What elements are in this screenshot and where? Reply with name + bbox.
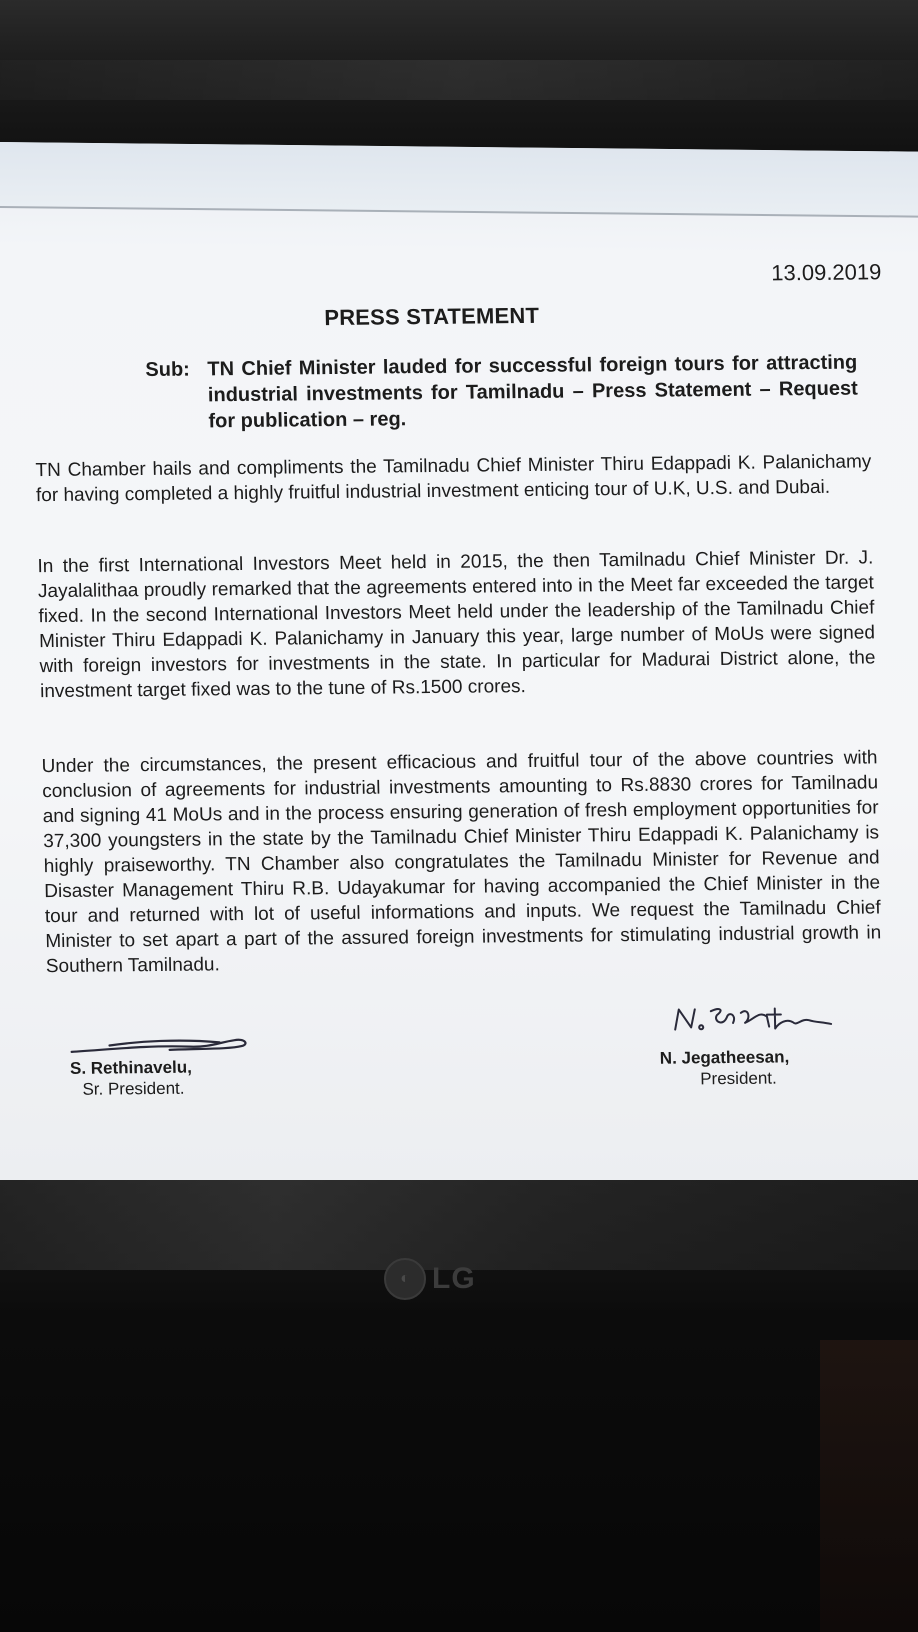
brand-text: LG [432, 1262, 476, 1295]
signatory-name: S. Rethinavelu, [69, 1057, 193, 1078]
press-statement-document [22, 199, 918, 1192]
subject-line [145, 349, 866, 435]
lg-logo-icon: ◐ [384, 1258, 426, 1300]
desk-background [820, 1340, 918, 1632]
signatory-title: Sr. President. [82, 1078, 185, 1099]
monitor-screen [0, 142, 918, 1192]
subject-text: TN Chief Minister lauded for successful foreign tours for attracting industrial investments for Tamilnadu – Press Statement – Request for publication – reg. [207, 351, 859, 433]
bezel-glare [0, 60, 918, 100]
bezel-reflection [0, 1180, 918, 1270]
signature-scribble-left [69, 1030, 260, 1058]
signatory-name: N. Jegatheesan, [659, 1047, 790, 1068]
signatory-title: President. [700, 1068, 777, 1089]
lg-logo [384, 1258, 476, 1300]
paragraph-2: In the first International Investors Meet held in 2015, the then Tamilnadu Chief Minister Dr. J. Jayalalithaa proudly remarked that the agreements entered into in the Meet far exceeded the target fixed. In the second International Investors Meet held under the leadership of the Tamilnadu Chief Minister Thiru Edappadi K. Palanichamy in January this year, large number of MoUs were signed with foreign investors for investments in the state. In particular for Madurai District alone, the investment target fixed was to the tune of Rs.1500 crores. [37, 547, 876, 703]
paragraph-3: Under the circumstances, the present efficacious and fruitful tour of the above countries with conclusion of agreements for industrial investments amounting to Rs.8830 crores for Tamilnadu and signing 41 MoUs and in the process ensuring generation of fresh employment opportunities for 37,300 youngsters in the state by the Tamilnadu Chief Minister Thiru Edappadi K. Palanichamy is highly praiseworthy. TN Chamber also congratulates the Tamilnadu Minister for Revenue and Disaster Management Thiru R.B. Udayakumar for having accompanied the Chief Minister in the tour and returned with lot of useful informations and inputs. We request the Tamilnadu Chief Minister to set apart a part of the assured foreign investments for stimulating industrial growth in Southern Tamilnadu. [41, 747, 882, 978]
signature-scribble-right [671, 1000, 842, 1038]
subject-label: Sub: [145, 358, 191, 381]
document-heading: PRESS STATEMENT [324, 302, 540, 331]
monitor-top-bezel [0, 0, 918, 150]
signatory-senior-president [70, 1057, 193, 1100]
letter-date: 13.09.2019 [770, 259, 882, 286]
paragraph-1: TN Chamber hails and compliments the Tamilnadu Chief Minister Thiru Edappadi K. Palanichamy for having completed a highly fruitful industrial investment enticing tour of U.K, U.S. and Dubai. [35, 451, 872, 507]
signatory-president [660, 1046, 790, 1089]
